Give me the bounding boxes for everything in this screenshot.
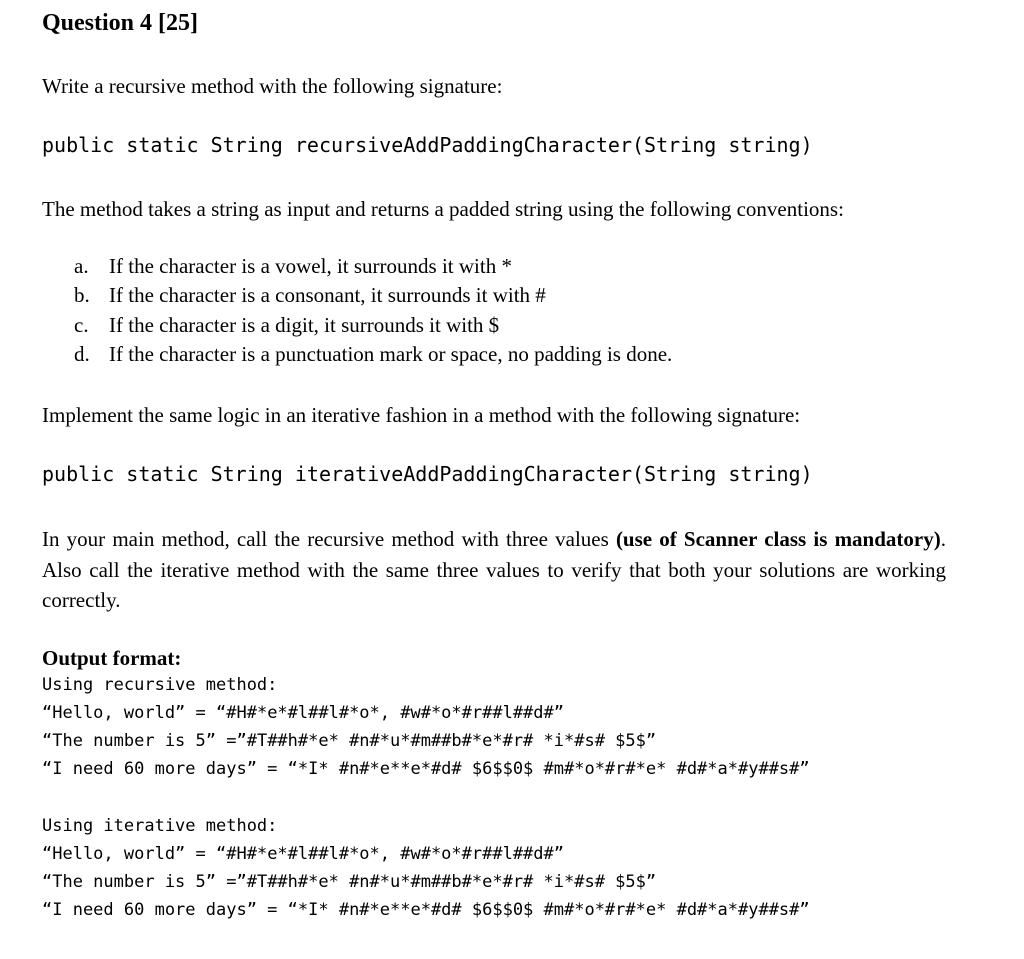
iterative-signature: public static String iterativeAddPaddingCharacter(String string) xyxy=(42,462,813,486)
example-equals: = xyxy=(256,759,288,779)
convention-text: If the character is a vowel, it surrounds it with * xyxy=(109,254,512,278)
list-marker: c. xyxy=(74,312,89,337)
convention-text: If the character is a consonant, it surrounds it with # xyxy=(109,283,546,308)
example-input: “Hello, world” xyxy=(42,703,186,723)
recursive-signature: public static String recursiveAddPaddingCharacter(String string) xyxy=(42,133,813,157)
recursive-intro: Write a recursive method with the following signature: xyxy=(42,74,503,98)
main-method-paragraph xyxy=(42,524,946,616)
output-example xyxy=(42,699,810,727)
example-output: “#H#*e*#l##l#*o*, #w#*o*#r##l##d#” xyxy=(216,844,565,864)
example-input: “Hello, world” xyxy=(42,844,186,864)
output-example xyxy=(42,727,810,755)
example-equals: = xyxy=(185,703,217,723)
recursive-output-block xyxy=(42,671,810,783)
output-example xyxy=(42,840,810,868)
example-input: “I need 60 more days” xyxy=(42,900,257,920)
example-output: “*I* #n#*e**e*#d# $6$$0$ #m#*o*#r#*e* #d#*a*#y##s#” xyxy=(287,759,810,779)
convention-item xyxy=(74,281,672,310)
output-format-title: Output format: xyxy=(42,646,182,670)
list-marker: d. xyxy=(74,342,90,367)
conventions-list xyxy=(74,252,672,370)
conventions-intro: The method takes a string as input and returns a padded string using the following conventions: xyxy=(42,197,844,221)
convention-text: If the character is a digit, it surrounds it with $ xyxy=(109,312,500,337)
main-paragraph-bold: (use of Scanner class is mandatory) xyxy=(615,527,941,551)
iterative-output-label: Using iterative method: xyxy=(42,816,278,836)
example-output: ”#T##h#*e* #n#*u*#m##b#*e*#r# *i*#s# $5$” xyxy=(236,872,657,892)
list-marker: b. xyxy=(74,283,90,308)
main-paragraph-part1: In your main method, call the recursive method with three values xyxy=(42,527,616,551)
example-output: “#H#*e*#l##l#*o*, #w#*o*#r##l##d#” xyxy=(216,703,565,723)
recursive-output-label: Using recursive method: xyxy=(42,675,278,695)
example-equals: = xyxy=(216,872,237,892)
iterative-output-block xyxy=(42,812,810,924)
example-equals: = xyxy=(185,844,217,864)
example-equals: = xyxy=(256,900,288,920)
convention-item xyxy=(74,311,672,340)
iterative-intro: Implement the same logic in an iterative fashion in a method with the following signature: xyxy=(42,403,801,427)
main-paragraph-part2: . Also call the iterative method with the same three values to verify that both your solutions are working correctly. xyxy=(42,527,946,612)
example-input: “The number is 5” xyxy=(42,731,216,751)
convention-item xyxy=(74,252,672,281)
example-input: “The number is 5” xyxy=(42,872,216,892)
example-output: “*I* #n#*e**e*#d# $6$$0$ #m#*o*#r#*e* #d#*a*#y##s#” xyxy=(287,900,810,920)
example-equals: = xyxy=(216,731,237,751)
output-example xyxy=(42,755,810,783)
convention-item xyxy=(74,340,672,369)
output-example xyxy=(42,896,810,924)
convention-text: If the character is a punctuation mark or space, no padding is done. xyxy=(109,342,673,367)
example-input: “I need 60 more days” xyxy=(42,759,257,779)
output-example xyxy=(42,868,810,896)
example-output: ”#T##h#*e* #n#*u*#m##b#*e*#r# *i*#s# $5$” xyxy=(236,731,657,751)
list-marker: a. xyxy=(74,254,89,278)
question-heading: Question 4 [25] xyxy=(42,10,198,36)
